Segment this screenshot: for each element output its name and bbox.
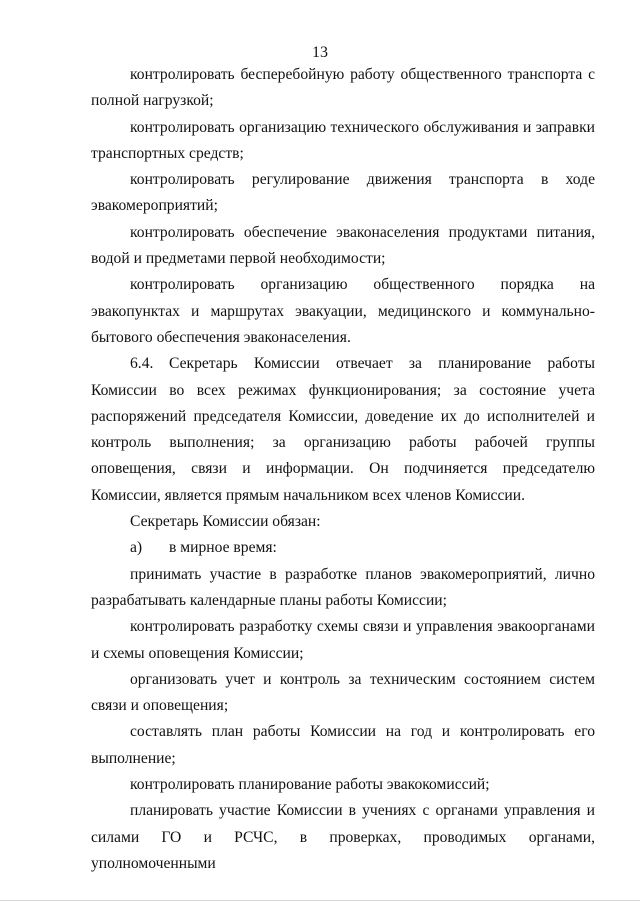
document-body bbox=[91, 62, 595, 877]
duty-plans: принимать участие в разработке планов эвакомероприятий, лично разрабатывать календарные планы работы Комиссии; bbox=[91, 565, 595, 609]
duty-communication-scheme: контролировать разработку схемы связи и управления эвакоорганами и схемы оповещения Комиссии; bbox=[91, 618, 595, 662]
paragraph-secretary-duties-intro: Секретарь Комиссии обязан: bbox=[130, 513, 321, 531]
list-item-a-letter: а) bbox=[130, 539, 143, 557]
duty-exercises: планировать участие Комиссии в учениях с органами управления и силами ГО и РСЧС, в проверках, проводимых органами, уполномоченными bbox=[91, 802, 595, 872]
list-item-a-text: в мирное время: bbox=[169, 539, 277, 557]
duty-evacuation-commissions: контролировать планирование работы эвакокомиссий; bbox=[130, 776, 490, 794]
list-item-a bbox=[91, 535, 595, 561]
paragraph-public-order: контролировать организацию общественного порядка на эвакопунктах и маршрутах эвакуации, медицинского и коммунально-бытового обеспечения эваконаселения. bbox=[91, 276, 595, 346]
paragraph-traffic-regulation: контролировать регулирование движения транспорта в ходе эвакомероприятий; bbox=[91, 171, 595, 215]
duty-annual-plan: составлять план работы Комиссии на год и контролировать его выполнение; bbox=[91, 723, 595, 767]
page-number: 13 bbox=[312, 44, 328, 61]
duty-systems-control: организовать учет и контроль за техническим состоянием систем связи и оповещения; bbox=[91, 670, 595, 715]
paragraph-food-supply: контролировать обеспечение эваконаселения продуктами питания, водой и предметами первой необходимости; bbox=[91, 223, 595, 268]
paragraph-transport-load: контролировать бесперебойную работу общественного транспорта с полной нагрузкой; bbox=[91, 66, 595, 110]
page-bottom-edge bbox=[0, 900, 640, 901]
paragraph-secretary-role: 6.4. Секретарь Комиссии отвечает за планирование работы Комиссии во всех режимах функционирования; за состояние учета распоряжений председателя Комиссии, доведение их до исполнителей и контроль выполнения; за организацию работы рабочей группы оповещения, связи и информации. Он подчиняется председателю Комиссии, является прямым начальником всех членов Комиссии. bbox=[91, 355, 595, 504]
paragraph-vehicle-maintenance: контролировать организацию технического обслуживания и заправки транспортных средств; bbox=[91, 118, 595, 162]
